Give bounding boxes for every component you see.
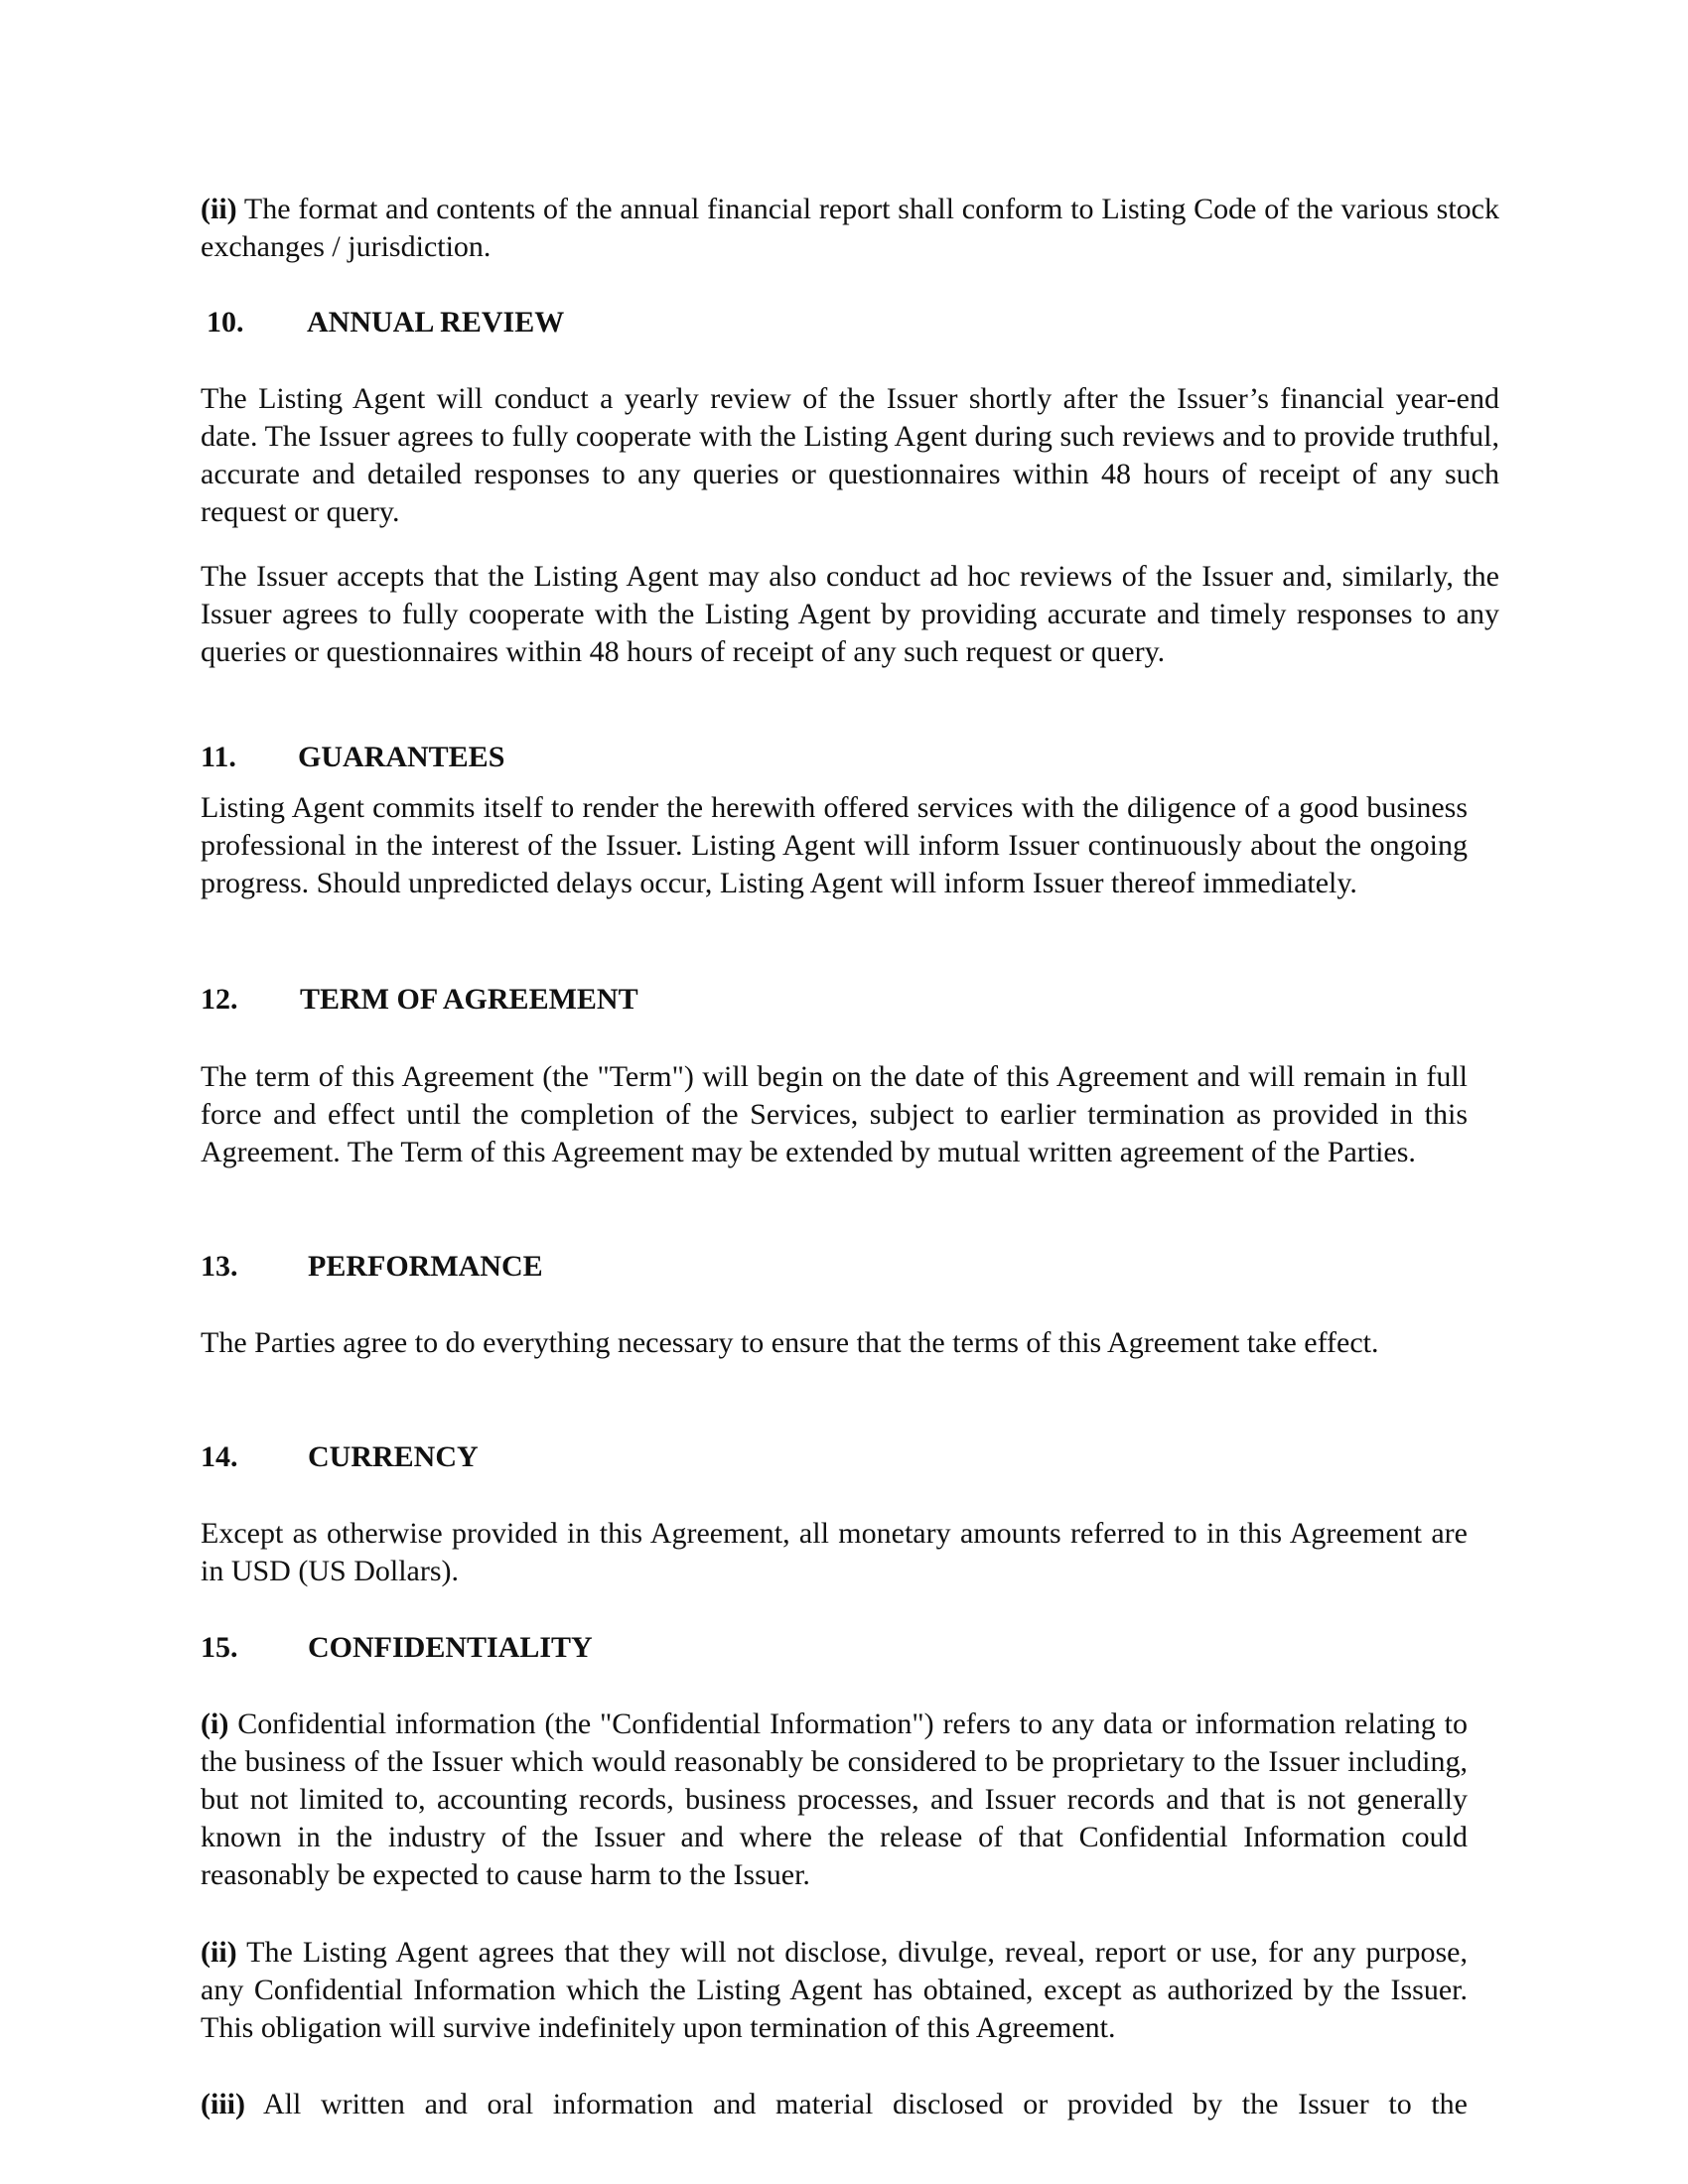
paragraph-confidentiality-iii	[201, 2086, 1468, 2123]
section-title: CONFIDENTIALITY	[308, 1631, 593, 1664]
section-heading-guarantees	[201, 739, 505, 776]
section-heading-currency	[201, 1438, 479, 1476]
paragraph-currency-1: Except as otherwise provided in this Agreement, all monetary amounts referred to in this Agreement are in USD (US Dollars).	[201, 1517, 1468, 1587]
section-title: GUARANTEES	[298, 741, 505, 773]
paragraph-annual-review-2: The Issuer accepts that the Listing Agent may also conduct ad hoc reviews of the Issuer and, similarly, the Issuer agrees to fully cooperate with the Listing Agent by providing accurate and timely responses to any queries or questionnaires within 48 hours of receipt of any such request or query.	[201, 560, 1499, 668]
section-number: 11.	[201, 741, 236, 773]
paragraph-guarantees-1: Listing Agent commits itself to render the herewith offered services with the diligence of a good business professional in the interest of the Issuer. Listing Agent will inform Issuer continuously about the ongoing progress. Should unpredicted delays occur, Listing Agent will inform Issuer thereof immediately.	[201, 791, 1468, 899]
paragraph-text: The Listing Agent agrees that they will not disclose, divulge, reveal, report or use, for any purpose, any Confidential Information which the Listing Agent has obtained, except as authorized by the Issuer. This obligation will survive indefinitely upon termination of this Agreement.	[201, 1936, 1468, 2044]
section-heading-term	[201, 981, 638, 1019]
clause-marker: (ii)	[201, 1936, 237, 1969]
section-number: 15.	[201, 1631, 238, 1664]
paragraph-text: Confidential information (the "Confidential Information") refers to any data or information relating to the business of the Issuer which would reasonably be considered to be proprietary to the Issuer including, but not limited to, accounting records, business processes, and Issuer records and that is not generally known in the industry of the Issuer and where the release of that Confidential Information could reasonably be expected to cause harm to the Issuer.	[201, 1707, 1468, 1891]
clause-marker: (ii)	[201, 193, 237, 225]
paragraph-intro-ii	[201, 191, 1499, 266]
paragraph-text: The format and contents of the annual financial report shall conform to Listing Code of the various stock exchanges / jurisdiction.	[201, 193, 1499, 263]
paragraph-confidentiality-ii	[201, 1934, 1468, 2047]
section-title: TERM OF AGREEMENT	[300, 983, 638, 1016]
section-title: PERFORMANCE	[308, 1250, 543, 1283]
paragraph-term-1: The term of this Agreement (the "Term") will begin on the date of this Agreement and will remain in full force and effect until the completion of the Services, subject to earlier termination as provided in this Agreement. The Term of this Agreement may be extended by mutual written agreement of the Parties.	[201, 1060, 1468, 1168]
section-heading-performance	[201, 1248, 543, 1286]
section-number: 13.	[201, 1250, 238, 1283]
paragraph-text: All written and oral information and material disclosed or provided by the Issuer to the	[245, 2088, 1468, 2120]
section-number: 12.	[201, 983, 238, 1016]
clause-marker: (i)	[201, 1707, 229, 1740]
section-title: ANNUAL REVIEW	[307, 306, 565, 339]
paragraph-confidentiality-i	[201, 1706, 1468, 1894]
section-heading-confidentiality	[201, 1629, 593, 1667]
section-title: CURRENCY	[308, 1440, 479, 1473]
section-heading-annual-review	[207, 304, 565, 341]
paragraph-annual-review-1: The Listing Agent will conduct a yearly review of the Issuer shortly after the Issuer’s financial year-end date. The Issuer agrees to fully cooperate with the Listing Agent during such reviews and to provide truthful, accurate and detailed responses to any queries or questionnaires within 48 hours of receipt of any such request or query.	[201, 382, 1499, 528]
clause-marker: (iii)	[201, 2088, 245, 2120]
paragraph-performance-1: The Parties agree to do everything necessary to ensure that the terms of this Agreement take effect.	[201, 1326, 1379, 1359]
section-number: 10.	[207, 306, 244, 339]
section-number: 14.	[201, 1440, 238, 1473]
